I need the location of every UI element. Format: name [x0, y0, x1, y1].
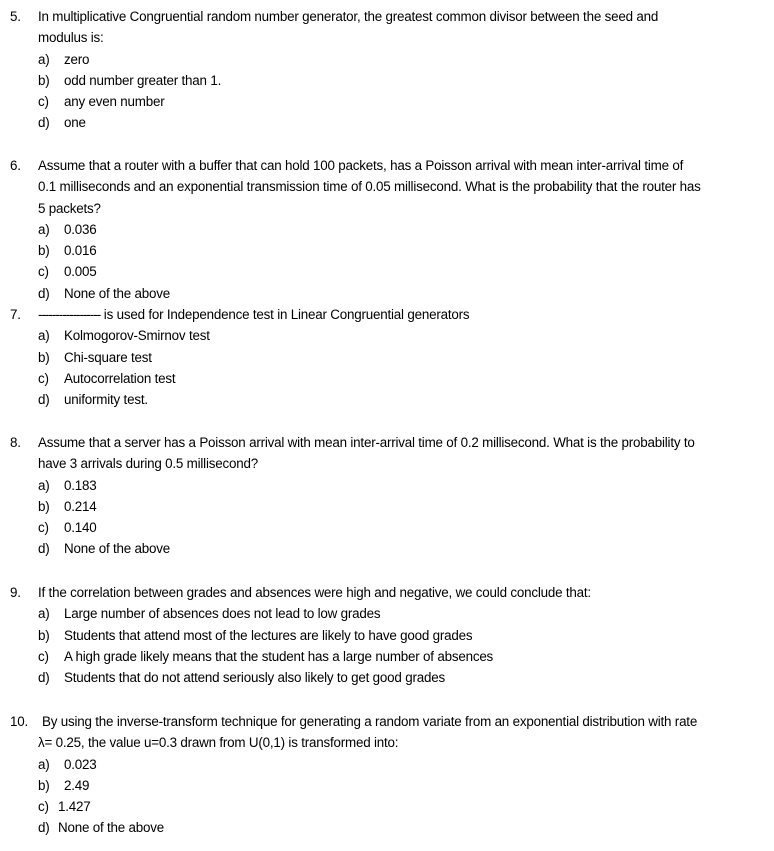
question-9	[0, 582, 774, 688]
question-text: In multiplicative Congruential random number generator, the greatest common divisor between the seed and	[38, 9, 659, 24]
option-a[interactable]	[0, 603, 774, 624]
option-d[interactable]	[0, 389, 774, 410]
option-a[interactable]	[0, 325, 774, 346]
option-letter: c)	[38, 799, 49, 815]
option-letter: a)	[38, 477, 50, 493]
question-text: 5 packets?	[38, 200, 101, 216]
option-a[interactable]	[0, 49, 774, 70]
option-letter: d)	[38, 392, 50, 408]
option-d[interactable]	[0, 538, 774, 559]
question-number: 10.	[10, 714, 29, 729]
option-c[interactable]	[0, 796, 774, 817]
option-text: 2.49	[64, 777, 90, 793]
option-text: None of the above	[58, 820, 165, 836]
question-text: If the correlation between grades and absences were high and negative, we could conclude that:	[38, 585, 591, 600]
option-text: None of the above	[64, 285, 171, 301]
question-text: Assume that a router with a buffer that can hold 100 packets, has a Poisson arrival with mean inter-arrival time of	[38, 158, 684, 173]
question-number: 5.	[10, 9, 21, 24]
question-text: λ= 0.25, the value u=0.3 drawn from U(0,1) is transformed into:	[38, 735, 399, 751]
option-letter: b)	[38, 349, 50, 365]
question-line	[0, 582, 774, 603]
question-10	[0, 711, 774, 839]
option-letter: a)	[38, 606, 50, 622]
option-c[interactable]	[0, 91, 774, 112]
option-text: 0.005	[64, 264, 97, 280]
option-letter: d)	[38, 541, 50, 557]
option-letter: a)	[38, 221, 50, 237]
question-line	[0, 198, 774, 219]
question-number: 7.	[10, 307, 21, 322]
option-letter: b)	[38, 627, 50, 643]
question-line	[0, 155, 774, 176]
option-c[interactable]	[0, 261, 774, 282]
question-line	[0, 453, 774, 474]
option-text: Large number of absences does not lead to low grades	[64, 606, 381, 622]
option-b[interactable]	[0, 70, 774, 91]
question-line	[0, 304, 774, 325]
option-letter: a)	[38, 51, 50, 67]
option-text: odd number greater than 1.	[64, 72, 222, 88]
option-text: None of the above	[64, 541, 171, 557]
option-d[interactable]	[0, 667, 774, 688]
question-number: 8.	[10, 435, 21, 450]
option-b[interactable]	[0, 625, 774, 646]
option-letter: d)	[38, 285, 50, 301]
option-b[interactable]	[0, 775, 774, 796]
option-letter: c)	[38, 520, 49, 536]
option-text: Chi-square test	[64, 349, 152, 365]
question-6	[0, 155, 774, 304]
option-text: Kolmogorov-Smirnov test	[64, 328, 210, 344]
option-a[interactable]	[0, 475, 774, 496]
question-line	[0, 711, 774, 732]
option-text: 0.183	[64, 477, 97, 493]
option-letter: b)	[38, 498, 50, 514]
option-c[interactable]	[0, 368, 774, 389]
option-d[interactable]	[0, 817, 774, 838]
option-b[interactable]	[0, 347, 774, 368]
question-text: By using the inverse-transform technique for generating a random variate from an exponential distribution with rate	[42, 714, 698, 729]
question-text: 0.1 milliseconds and an exponential transmission time of 0.05 millisecond. What is the probability that the router has	[38, 179, 701, 195]
option-letter: d)	[38, 670, 50, 686]
option-a[interactable]	[0, 754, 774, 775]
option-text: 0.016	[64, 243, 97, 259]
option-letter: b)	[38, 72, 50, 88]
option-text: 0.140	[64, 520, 97, 536]
option-letter: d)	[38, 115, 50, 131]
option-b[interactable]	[0, 496, 774, 517]
answer-blank: ------------------	[38, 307, 101, 322]
option-letter: c)	[38, 648, 49, 664]
option-text: 1.427	[58, 799, 91, 815]
option-letter: a)	[38, 328, 50, 344]
option-letter: d)	[38, 820, 50, 836]
option-letter: c)	[38, 94, 49, 110]
option-text: uniformity test.	[64, 392, 148, 408]
option-d[interactable]	[0, 283, 774, 304]
option-letter: a)	[38, 756, 50, 772]
option-text: A high grade likely means that the student has a large number of absences	[64, 648, 494, 664]
question-text: have 3 arrivals during 0.5 millisecond?	[38, 456, 258, 472]
question-7	[0, 304, 774, 410]
option-c[interactable]	[0, 517, 774, 538]
question-line	[0, 6, 774, 27]
question-number: 9.	[10, 585, 21, 600]
option-text: 0.214	[64, 498, 97, 514]
option-text: 0.023	[64, 756, 97, 772]
option-letter: b)	[38, 777, 50, 793]
option-b[interactable]	[0, 240, 774, 261]
option-letter: c)	[38, 264, 49, 280]
option-c[interactable]	[0, 646, 774, 667]
option-letter: c)	[38, 370, 49, 386]
question-line	[0, 432, 774, 453]
option-text: Students that do not attend seriously also likely to get good grades	[64, 670, 445, 686]
option-letter: b)	[38, 243, 50, 259]
option-text: one	[64, 115, 86, 131]
question-line	[0, 27, 774, 48]
question-text: modulus is:	[38, 30, 104, 46]
question-text: ------------------ is used for Independence test in Linear Congruential generators	[38, 307, 470, 322]
question-line	[0, 732, 774, 753]
option-d[interactable]	[0, 112, 774, 133]
question-text: Assume that a server has a Poisson arrival with mean inter-arrival time of 0.2 millisecond. What is the probability to	[38, 435, 695, 450]
question-5	[0, 6, 774, 134]
option-text: 0.036	[64, 221, 97, 237]
question-8	[0, 432, 774, 560]
question-line	[0, 176, 774, 197]
option-text: zero	[64, 51, 90, 67]
option-text: any even number	[64, 94, 165, 110]
option-text: Students that attend most of the lectures are likely to have good grades	[64, 627, 473, 643]
option-a[interactable]	[0, 219, 774, 240]
question-number: 6.	[10, 158, 21, 173]
option-text: Autocorrelation test	[64, 370, 176, 386]
